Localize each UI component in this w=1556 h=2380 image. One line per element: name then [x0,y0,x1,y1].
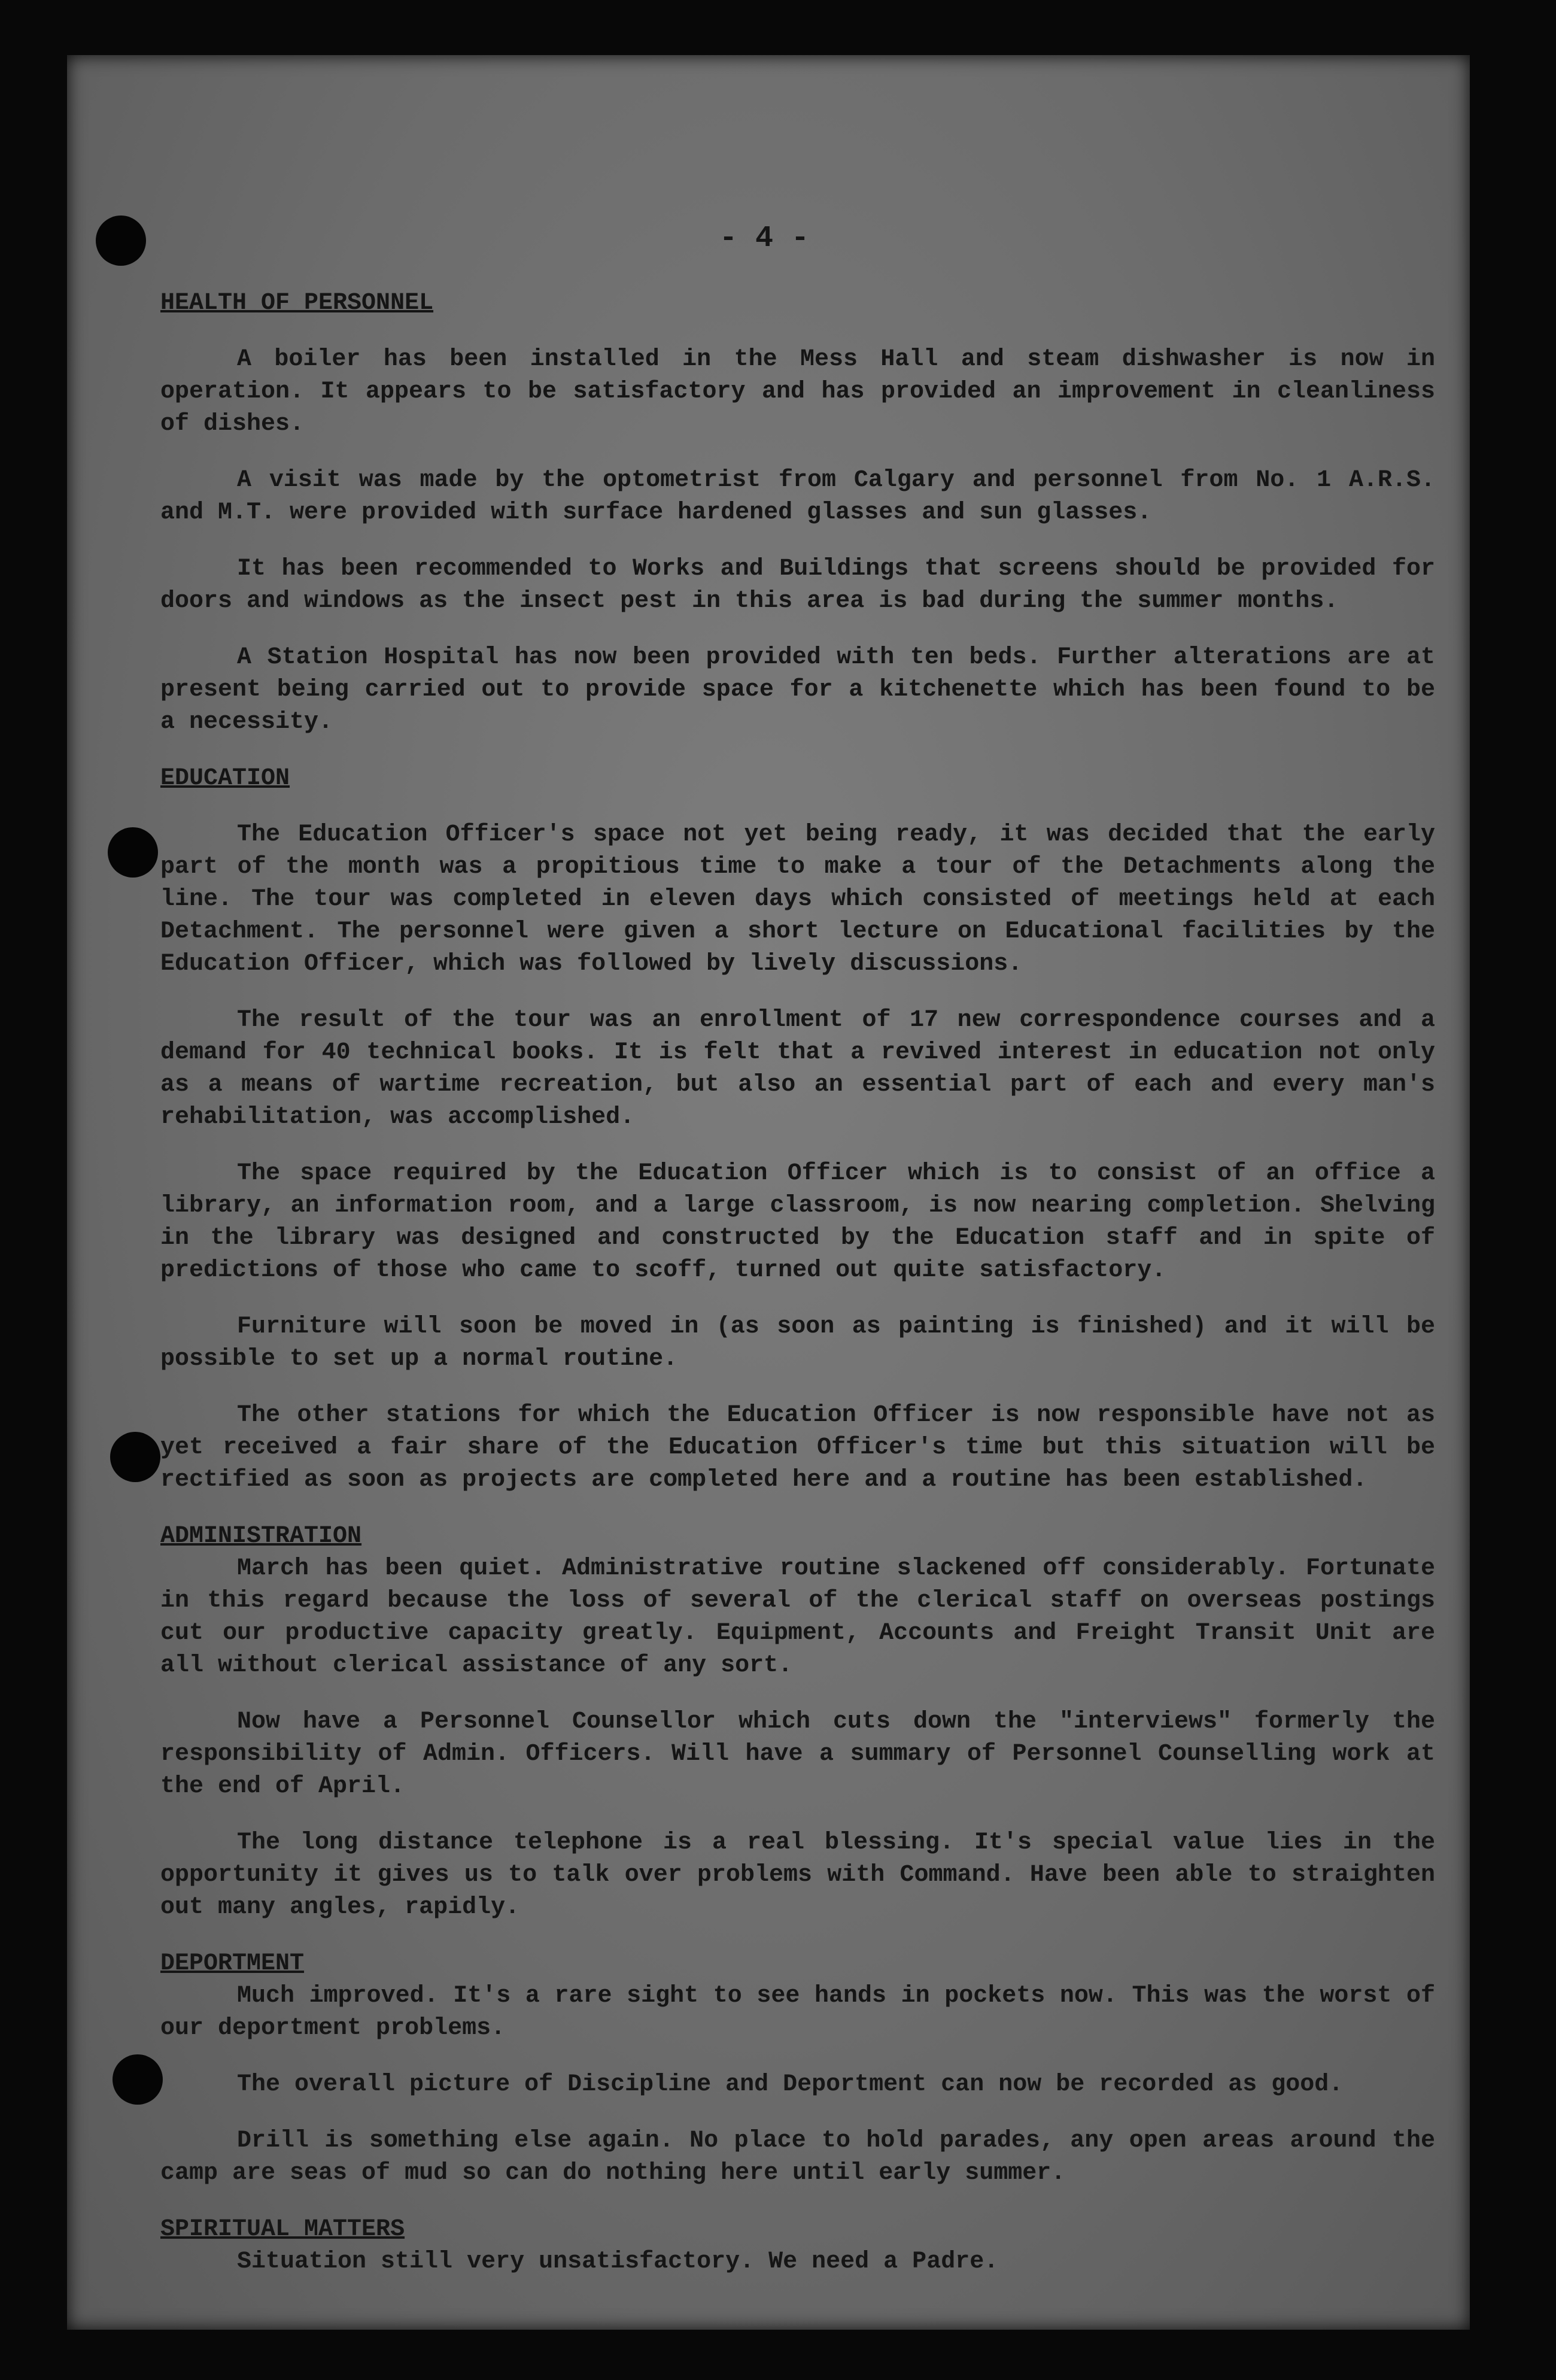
section-heading: SPIRITUAL MATTERS [160,2216,405,2243]
section-spiritual [160,2214,1435,2278]
paragraph: The other stations for which the Education Officer is now responsible have not as yet received a fair share of the Education Officer's time but this situation will be rectified as soon as projects are completed here and a routine has been established. [160,1402,1435,1493]
section-heading: EDUCATION [160,765,290,792]
page-number: - 4 - [719,221,810,256]
paragraph: Now have a Personnel Counsellor which cuts down the "interviews" formerly the responsibility of Admin. Officers. Will have a summary of Personnel Counselling work at the end of April. [160,1708,1435,1800]
document-body [160,287,1435,2302]
section-heading: DEPORTMENT [160,1950,305,1977]
paragraph: The result of the tour was an enrollment of 17 new correspondence courses and a demand for 40 technical books. It is felt that a revived interest in education not only as a means of wartime recreation, but also an essential part of each and every man's rehabilitation, was accomplished. [160,1007,1435,1131]
section-heading: HEALTH OF PERSONNEL [160,290,434,317]
punch-hole-3 [110,1432,160,1482]
paragraph: A boiler has been installed in the Mess Hall and steam dishwasher is now in operation. It appears to be satisfactory and has provided an improvement in cleanliness of dishes. [160,346,1435,438]
paragraph: The long distance telephone is a real blessing. It's special value lies in the opportunity it gives us to talk over problems with Command. Have been able to straighten out many angles, rapidly. [160,1829,1435,1921]
punch-hole-1 [96,215,146,266]
paragraph: A Station Hospital has now been provided with ten beds. Further alterations are at present being carried out to provide space for a kitchenette which has been found to be a necessity. [160,644,1435,736]
paragraph: It has been recommended to Works and Buildings that screens should be provided for doors and windows as the insect pest in this area is bad during the summer months. [160,555,1435,615]
paragraph: The space required by the Education Officer which is to consist of an office a library, an information room, and a large classroom, is now nearing completion. Shelving in the library was designed and constructed by the Education staff and in spite of predictions of those who came to scoff, turned out quite satisfactory. [160,1160,1435,1284]
paragraph: The Education Officer's space not yet being ready, it was decided that the early part of the month was a propitious time to make a tour of the Detachments along the line. The tour was completed in eleven days which consisted of meetings held at each Detachment. The personnel were given a short lecture on Educational facilities by the Education Officer, which was followed by lively discussions. [160,821,1435,978]
section-education [160,763,1435,1496]
section-deportment [160,1948,1435,2190]
paragraph: March has been quiet. Administrative routine slackened off considerably. Fortunate in this regard because the loss of several of the clerical staff on overseas postings cut our productive capacity greatly. Equipment, Accounts and Freight Transit Unit are all without clerical assistance of any sort. [160,1555,1435,1679]
paragraph: Drill is something else again. No place to hold parades, any open areas around the camp are seas of mud so can do nothing here until early summer. [160,2127,1435,2187]
section-administration [160,1520,1435,1924]
paragraph: A visit was made by the optometrist from Calgary and personnel from No. 1 A.R.S. and M.T. were provided with surface hardened glasses and sun glasses. [160,467,1435,526]
paragraph: Situation still very unsatisfactory. We need a Padre. [237,2248,999,2275]
punch-hole-4 [113,2054,163,2105]
punch-hole-2 [108,827,158,878]
paragraph: Furniture will soon be moved in (as soon as painting is finished) and it will be possible to set up a normal routine. [160,1313,1435,1373]
paragraph: The overall picture of Discipline and Deportment can now be recorded as good. [237,2071,1344,2098]
section-heading: ADMINISTRATION [160,1523,362,1550]
paragraph: Much improved. It's a rare sight to see hands in pockets now. This was the worst of our deportment problems. [160,1983,1435,2042]
section-health [160,287,1435,739]
